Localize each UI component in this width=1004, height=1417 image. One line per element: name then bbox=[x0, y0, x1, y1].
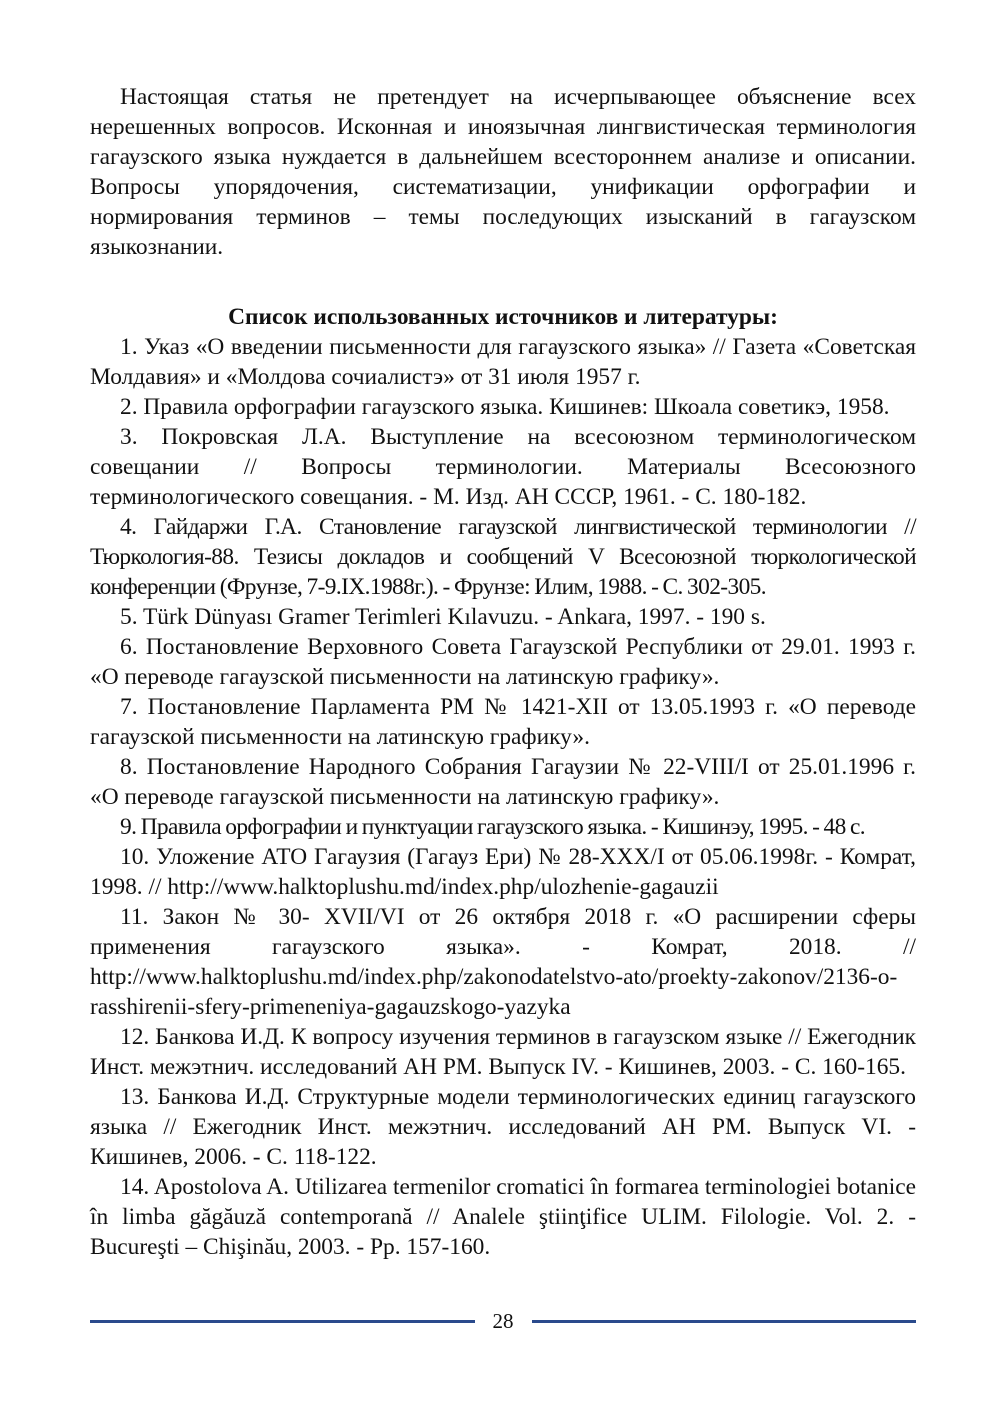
reference-item: 10. Уложение АТО Гагаузия (Гагауз Ери) № 28-XXX/I от 05.06.1998г. - Комрат, 1998. // http://www.halktoplushu.md/index.php/ulozhenie-gagauzii bbox=[90, 844, 916, 900]
reference-item: 12. Банкова И.Д. К вопросу изучения терминов в гагаузском языке // Ежегодник Инст. межэтнич. исследований АН РМ. Выпуск IV. - Кишинев, 2003. - С. 160-165. bbox=[90, 1024, 916, 1080]
reference-item: 9. Правила орфографии и пунктуации гагаузского языка. - Кишинэу, 1995. - 48 с. bbox=[120, 814, 865, 840]
reference-item: 11. Закон № 30- XVII/VI от 26 октября 2018 г. «О расширении сферы применения гагаузского языка». - Комрат, 2018. // http://www.halktoplushu.md/index.php/zakonodatelstvo-ato/proekty-zakonov/2136-o-rasshirenii-sfery-primeneniya-gagauzskogo-yazyka bbox=[90, 904, 916, 1020]
reference-item: 8. Постановление Народного Собрания Гагаузии № 22-VIII/I от 25.01.1996 г. «О переводе гагаузской письменности на латинскую графику». bbox=[90, 754, 916, 810]
page-body bbox=[90, 82, 916, 1262]
reference-item: 3. Покровская Л.А. Выступление на всесоюзном терминологическом совещании // Вопросы терминологии. Материалы Всесоюзного терминологического совещания. - М. Изд. АН СССР, 1961. - С. 180-182. bbox=[90, 424, 916, 510]
reference-item: 5. Türk Dünyası Gramer Terimleri Kılavuzu. - Ankara, 1997. - 190 s. bbox=[120, 604, 766, 630]
footer-rule-left bbox=[90, 1320, 475, 1323]
reference-item: 14. Apostolova A. Utilizarea termenilor cromatici în formarea terminologiei botanice în limba găgăuză contemporană // Analele ştiinţifice ULIM. Filologie. Vol. 2. - Bucureşti – Chişinău, 2003. - Pp. 157-160. bbox=[90, 1174, 916, 1260]
reference-item: 4. Гайдаржи Г.А. Становление гагаузской лингвистической терминологии // Тюркология-88. Тезисы докладов и сообщений V Всесоюзной тюркологической конференции (Фрунзе, 7-9.IX.1988г.). - Фрунзе: Илим, 1988. - С. 302-305. bbox=[90, 514, 916, 600]
reference-item: 13. Банкова И.Д. Структурные модели терминологических единиц гагаузского языка // Ежегодник Инст. межэтнич. исследований АН РМ. Выпуск VI. - Кишинев, 2006. - С. 118-122. bbox=[90, 1084, 916, 1170]
intro-paragraph: Настоящая статья не претендует на исчерпывающее объяснение всех нерешенных вопросов. Исконная и иноязычная лингвистическая терминология гагаузского языка нуждается в дальнейшем всестороннем анализе и описании. Вопросы упорядочения, систематизации, унификации орфографии и нормирования терминов – темы последующих изысканий в гагаузском языкознании. bbox=[90, 84, 916, 260]
page-footer bbox=[90, 1306, 916, 1336]
references-heading: Список использованных источников и литературы: bbox=[228, 304, 778, 330]
reference-item: 2. Правила орфографии гагаузского языка. Кишинев: Шкоала советикэ, 1958. bbox=[120, 394, 890, 420]
reference-item: 1. Указ «О введении письменности для гагаузского языка» // Газета «Советская Молдавия» и «Молдова сочиалистэ» от 31 июля 1957 г. bbox=[90, 334, 916, 390]
reference-item: 7. Постановление Парламента РМ № 1421-XII от 13.05.1993 г. «О переводе гагаузской письменности на латинскую графику». bbox=[90, 694, 916, 750]
reference-item: 6. Постановление Верховного Совета Гагаузской Республики от 29.01. 1993 г. «О переводе гагаузской письменности на латинскую графику». bbox=[90, 634, 916, 690]
footer-rule-right bbox=[532, 1320, 917, 1323]
page-number: 28 bbox=[492, 1308, 514, 1333]
references-list bbox=[90, 332, 916, 1262]
